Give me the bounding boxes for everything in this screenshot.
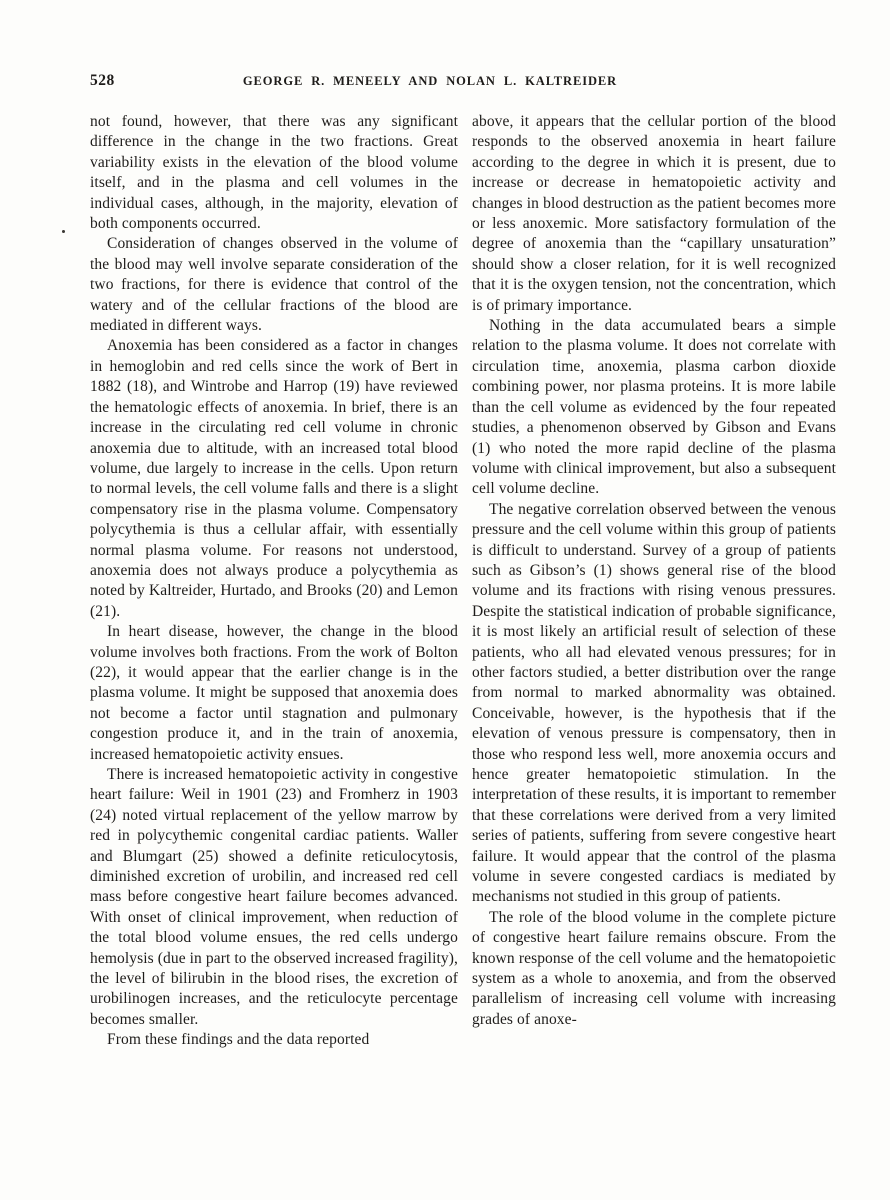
paragraph: In heart disease, however, the change in the blood volume involves both fractions. From the work of Bolton (22), it would appear that the earlier change is in the plasma volume. It might be supposed that anoxemia does not become a factor until stagnation and pulmonary congestion produce it, and in the train of anoxemia, increased hematopoietic activity ensues.	[90, 623, 458, 763]
paragraph: not found, however, that there was any significant difference in the change in the two fractions. Great variability exists in the elevation of the blood volume itself, and in the plasma and cell volumes in the individual cases, although, in the majority, elevation of both components occurred.	[90, 113, 458, 233]
paragraph: Anoxemia has been considered as a factor in changes in hemoglobin and red cells since the work of Bert in 1882 (18), and Wintrobe and Harrop (19) have reviewed the hematologic effects of anoxemia. In brief, there is an increase in the circulating red cell volume in chronic anoxemia due to altitude, with an increased total blood volume, due largely to increase in the cells. Upon return to normal levels, the cell volume falls and there is a slight compensatory rise in the plasma volume. Compensatory polycythemia is thus a cellular affair, with essentially normal plasma volume. For reasons not understood, anoxemia does not always produce a polycythemia as noted by Kaltreider, Hurtado, and Brooks (20) and Lemon (21).	[90, 337, 458, 620]
running-title: GEORGE R. MENEELY AND NOLAN L. KALTREIDER	[242, 74, 618, 88]
paragraph: The role of the blood volume in the complete picture of congestive heart failure remains obscure. From the known response of the cell volume and the hematopoietic system as a whole to anoxemia, and from the observed parallelism of increasing cell volume with increasing grades of anoxe-	[472, 908, 836, 1028]
paragraph: Consideration of changes observed in the volume of the blood may well involve separate consideration of the two fractions, for there is evidence that control of the watery and of the cellular fractions of the blood are mediated in different ways.	[90, 235, 458, 335]
column-right	[472, 112, 836, 1051]
paragraph: The negative correlation observed between the venous pressure and the cell volume within this group of patients is difficult to understand. Survey of a group of patients such as Gibson’s (1) shows general rise of the blood volume and its fractions with rising venous pressures. Despite the statistical indication of probable significance, it is most likely an artificial result of selection of these patients, who all had elevated venous pressures; for in other factors studied, a better distribution over the range from normal to marked abnormality was obtained. Conceivable, however, is the hypothesis that if the elevation of venous pressure is compensatory, then in those who respond less well, more anoxemia occurs and hence greater hematopoietic stimulation. In the interpretation of these results, it is important to remember that these correlations were derived from a very limited series of patients, suffering from severe congestive heart failure. It would appear that the control of the plasma volume in severe congested cardiacs is mediated by mechanisms not studied in this group of patients.	[472, 500, 836, 906]
column-left	[90, 112, 458, 1051]
paragraph: From these findings and the data reported	[107, 1031, 370, 1049]
paragraph: Nothing in the data accumulated bears a simple relation to the plasma volume. It does not correlate with circulation time, anoxemia, plasma carbon dioxide combining power, nor plasma proteins. It is more labile than the cell volume as evidenced by the four repeated studies, a phenomenon observed by Gibson and Evans (1) who noted the more rapid decline of the plasma volume with clinical improvement, but also a subsequent cell volume decline.	[472, 317, 836, 498]
article-body	[90, 112, 836, 1051]
scan-artifact-dot	[62, 230, 65, 233]
running-head	[90, 72, 836, 92]
paragraph: There is increased hematopoietic activity in congestive heart failure: Weil in 1901 (23) and Fromherz in 1903 (24) noted virtual replacement of the yellow marrow by red in polycythemic congenital cardiac patients. Waller and Blumgart (25) showed a definite reticulocytosis, diminished excretion of urobilin, and increased red cell mass before congestive heart failure becomes advanced. With onset of clinical improvement, when reduction of the total blood volume ensues, the red cells undergo hemolysis (due in part to the observed increased fragility), the level of bilirubin in the blood rises, the excretion of urobilinogen increases, and the reticulocyte percentage becomes smaller.	[90, 766, 458, 1028]
paragraph: above, it appears that the cellular portion of the blood responds to the observed anoxemia in heart failure according to the degree in which it is present, due to increase or decrease in hematopoietic activity and changes in blood destruction as the patient becomes more or less anoxemic. More satisfactory formulation of the degree of anoxemia than the “capillary unsaturation” should show a closer relation, for it is well recognized that it is the oxygen tension, not the concentration, which is of primary importance.	[472, 113, 836, 314]
page-number: 528	[90, 72, 115, 89]
